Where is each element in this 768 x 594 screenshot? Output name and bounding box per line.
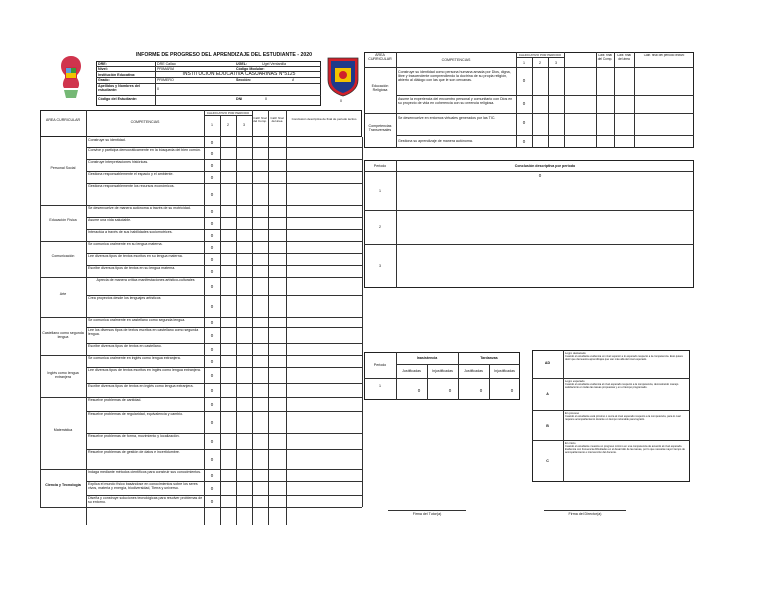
right-header-final-periodo: Calif. final del periodo lectivo [643,54,685,57]
conclusions-period-3: 3 [379,264,381,268]
area-name: Personal Social [50,166,76,170]
student-name-value: 0 [157,87,159,91]
report-title: INFORME DE PROGRESO DEL APRENDIZAJE DEL ESTUDIANTE - 2020 [135,52,313,58]
legend-ad-text: Cuando el estudiante evidencia un nivel superior a lo esperado respecto a la competencia. Esto quiere decir que demuestra aprendizajes que van más allá del nivel esperado. [565,355,683,361]
competency-label: Lee los diversos tipos de textos escritos en castellano como segunda lengua. [88,328,199,337]
school-shield-icon [326,56,360,98]
competency-label: Diseña y construye soluciones tecnológicas para resolver problemas de su entorno. [88,496,203,505]
competency-grade: 0 [210,232,214,238]
competency-label: Crea proyectos desde los lenguajes artísticos [88,296,161,300]
legend-b-text: Cuando el estudiante está próximo o cerca al nivel esperado respecto a la competencia, para lo cual requiere acompañamiento durante un tiempo razonable para lograrlo. [565,415,681,421]
area-name: Comunicación [51,254,75,258]
legend-a-text: Cuando el estudiante evidencia el nivel esperado respecto a la competencia, demostrando manejo satisfactorio en todas las tareas propuestas y en el tiempo programado. [565,383,679,389]
right-header-competencias: COMPETENCIAS [441,58,471,62]
dni-extra-value: 0 [340,99,342,103]
left-header-conclusion: Conclusión descriptiva de final de periodo lectivo [291,118,357,121]
religion-comp-2-grade: 0 [522,101,526,106]
attendance-header-just-2: Justificadas [464,369,483,373]
legend-ad-code: AD [544,361,551,365]
left-header-competencias: COMPETENCIAS [130,120,160,124]
institucion-label: Institución Educativa: [98,73,136,77]
competency-label: Lee diversos tipos de textos escritos en su lengua materna. [88,254,183,258]
competency-label: Se comunica oralmente en castellano como segunda lengua. [88,318,186,322]
competency-grade: 0 [210,372,214,378]
right-area-transversal: Competencias Transversales [368,124,392,133]
tutor-signature-label: Firma del Tutor(a) [412,512,442,516]
attendance-header-injust-1: Injustificadas [432,369,453,373]
grado-value: PRIMERO [157,78,174,82]
student-name-label: Apellidos y Nombres del estudiante: [98,84,140,93]
attendance-header-injust-2: Injustificadas [494,369,515,373]
competency-grade: 0 [210,387,214,393]
conclusions-period-1: 1 [379,189,381,193]
conclusions-period-2: 2 [379,225,381,229]
competency-label: Construye su identidad. [88,138,126,142]
attendance-row-period: 1 [379,384,381,388]
competency-label: Se desenvuelve de manera autónoma a través de su motricidad. [88,206,191,210]
competency-grade: 0 [210,191,214,197]
legend-a-title: Logro esperado [565,379,585,383]
competency-label: Resuelve problemas de gestión de datos e incertidumbre. [88,450,180,454]
competency-label: Interactúa a través de sus habilidades sociomotrices. [88,230,173,234]
right-area-religion: Educación Religiosa [371,84,389,93]
right-header-p2: 2 [539,61,541,65]
right-header-final-area: Calif. final del área [617,54,631,61]
competency-label: Gestiona responsablemente los recursos económicos. [88,184,175,188]
legend-ad-title: Logro destacado [565,351,586,355]
student-code-label: Código del Estudiante: [98,97,138,101]
right-header-p3: 3 [555,61,557,65]
left-header-p2: 2 [227,123,229,127]
attendance-header-tardanzas: Tardanzas [480,356,498,360]
attendance-just-1-value: 0 [417,388,421,393]
competency-label: Se comunica oralmente en inglés como lengua extranjera. [88,356,181,360]
competency-label: Escribe diversos tipos de textos en inglés como lengua extranjera. [88,384,194,388]
attendance-header-just-1: Justificadas [402,369,421,373]
attendance-injust-1-value: 0 [448,388,452,393]
seccion-value: A [292,78,295,82]
competency-label: Escribe diversos tipos de textos en castellano. [88,344,162,348]
competency-grade: 0 [210,162,214,168]
left-header-p1: 1 [211,123,213,127]
area-name: Arte [59,292,67,296]
area-name: Castellano como segunda lengua [42,331,84,340]
codigo-modular-label: Código Modular: [236,67,265,71]
competency-grade: 0 [210,401,214,407]
grado-label: Grado: [98,78,110,82]
area-name: Inglés como lengua extranjera [47,371,79,380]
religion-comp-1: Construye su identidad como persona humana amada por Dios, digna, libre y trascendente comprendiendo la doctrina de su propia religión, abierto al diálogo con las que le son cercanas. [398,70,511,83]
table-border-right [362,137,363,507]
competency-grade: 0 [210,358,214,364]
competency-label: Asume una vida saludable. [88,218,132,222]
competency-label: Lee diversos tipos de textos escritos en inglés como lengua extranjera. [88,368,201,372]
conclusions-header-text: Conclusión descriptiva por periodo [514,164,576,168]
transversal-comp-2: Gestiona su aprendizaje de manera autónoma. [398,139,473,143]
competency-grade: 0 [210,485,214,491]
left-header-p3: 3 [243,123,245,127]
conclusions-period-1-value: 0 [538,173,542,178]
competency-label: Aprecia de manera crítica manifestaciones artístico-culturales [96,278,195,282]
competency-grade: 0 [210,419,214,425]
competency-label: Gestiona responsablemente el espacio y el ambiente. [88,172,174,176]
competency-label: Resuelve problemas de forma, movimiento y localización. [88,434,180,438]
competency-label: Se comunica oralmente en su lengua materna. [88,242,163,246]
right-header-periodo: CALIFICATIVO POR PERIODO [518,52,562,57]
dni-label: DNI [236,97,243,101]
competency-label: Explica el mundo físico basándose en conocimientos sobre los seres vivos, materia y energía, biodiversidad, Tierra y universo. [88,482,198,491]
legend-a-code: A [546,392,549,396]
competency-grade: 0 [210,220,214,226]
competency-grade: 0 [210,438,214,444]
competency-grade: 0 [210,346,214,352]
table-border-left [40,137,41,507]
competency-grade: 0 [210,283,214,289]
legend-b-code: B [546,424,549,428]
tutor-signature-line [388,510,466,511]
competency-grade: 0 [210,498,214,504]
competency-grade: 0 [210,319,214,325]
competency-label: Indaga mediante métodos científicos para construir sus conocimientos. [88,470,202,474]
peru-crest-icon [58,54,84,100]
competency-grade: 0 [210,456,214,462]
transversal-comp-1-grade: 0 [522,120,526,125]
competency-grade: 0 [210,303,214,309]
attendance-just-2-value: 0 [479,388,483,393]
religion-comp-2: Asume la experiencia del encuentro personal y comunitario con Dios en su proyecto de vida en coherencia con su creencia religiosa. [398,97,513,106]
competency-grade: 0 [210,472,214,478]
competency-grade: 0 [210,208,214,214]
attendance-header-period: Periodo [373,363,387,367]
religion-comp-1-grade: 0 [522,78,526,83]
competency-label: Construye interpretaciones históricas. [88,160,149,164]
ugel-value: Ugel Ventanilla [262,62,286,66]
legend-b-title: En proceso [565,411,580,415]
competency-grade: 0 [210,244,214,250]
transversal-comp-1: Se desenvuelve en entornos virtuales generados por las TIC. [398,116,496,120]
area-name: Matemática [53,428,73,432]
institucion-value: INSTITUCION EDUCATIVA CASUARINAS N°5125 [182,71,296,77]
legend-c-title: En inicio [565,441,576,445]
dre-value: DRE Callao [157,62,176,66]
competency-grade: 0 [210,332,214,338]
nivel-label: Nivel: [98,67,108,71]
nivel-value: PRIMARIA [157,67,175,71]
director-signature-label: Firma del Director(a) [568,512,602,516]
attendance-header-inasistencia: Inasistencia [416,356,438,360]
left-header-area: ÁREA CURRICULAR [45,118,81,122]
competency-label: Resuelve problemas de regularidad, equivalencia y cambio. [88,412,184,416]
area-name: Educación Física [49,218,77,222]
competency-grade: 0 [210,256,214,262]
conclusions-header-period: Periodo [373,164,387,168]
competency-label: Escribe diversos tipos de textos en su lengua materna. [88,266,176,270]
transversal-comp-2-grade: 0 [522,139,526,144]
competency-grade: 0 [210,174,214,180]
dre-label: DRE: [98,62,107,66]
area-name: Ciencia y Tecnología [45,483,81,487]
seccion-label: Sección: [236,78,251,82]
competency-label: Resuelve problemas de cantidad. [88,398,142,402]
left-header-periodo: CALIFICATIVO POR PERIODO [206,110,250,115]
attendance-injust-2-value: 0 [510,388,514,393]
left-header-final-comp: Calif. final del Comp. [253,117,267,124]
competency-grade: 0 [210,268,214,274]
legend-c-code: C [546,459,549,463]
legend-c-text: Cuando el estudiante muestra un progreso mínimo en una competencia de acuerdo al nivel esperado. Evidencia con frecuencia dificultades en el desarrollo de las tareas, por lo que necesita mayor tiempo de acompañamiento e intervención del docente. [565,445,685,454]
competency-grade: 0 [210,139,214,145]
right-header-area: ÁREA CURRICULAR [368,53,392,62]
area-divider [40,507,362,508]
right-header-p1: 1 [523,61,525,65]
dni-value: 0 [265,97,267,101]
competency-label: Convive y participa democráticamente en la búsqueda del bien común. [88,148,201,152]
left-header-final-area: Calif. final del área [270,117,284,124]
right-header-final-comp: Calif. final del Comp. [597,54,613,61]
competency-grade: 0 [210,150,214,156]
ugel-label: UGEL: [236,62,248,66]
director-signature-line [544,510,626,511]
